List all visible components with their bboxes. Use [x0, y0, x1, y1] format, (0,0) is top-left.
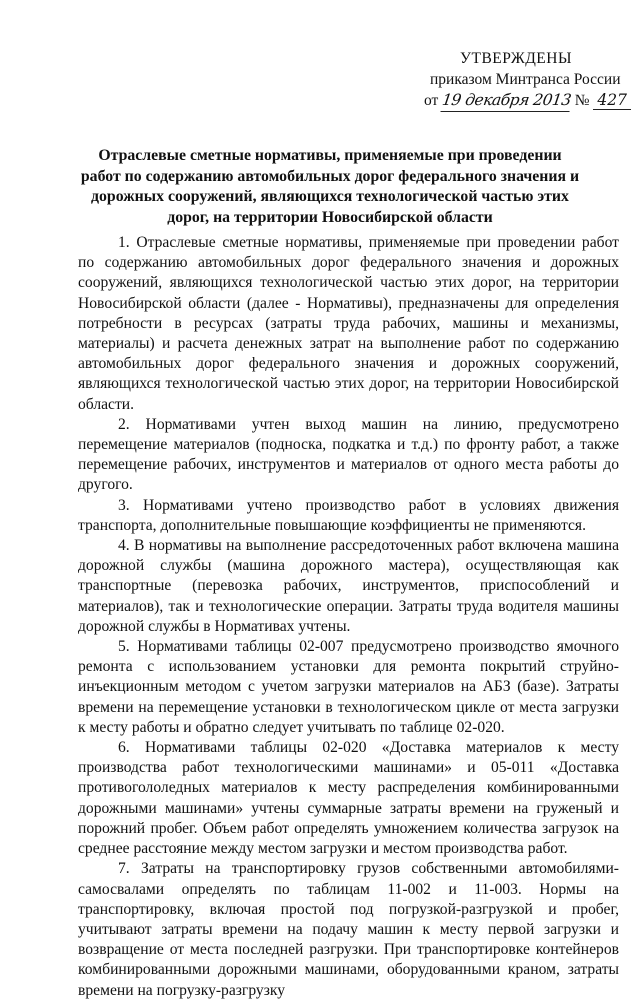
handwritten-date: 19 декабря 2013: [441, 90, 573, 112]
number-sign: №: [574, 92, 590, 109]
document-title: Отраслевые сметные нормативы, применяемые при проведении работ по содержанию автомобильных дорог федерального значения и дорожных сооружений, являющихся технологической частью этих дорог, на территории Новосибирской области: [80, 147, 580, 226]
paragraph-5: 5. Нормативами таблицы 02-007 предусмотрено производство ямочного ремонта с использованием установки для ремонта покрытий струйно-инъекционным методом с учетом загрузки материалов на АБЗ (базе). Затраты времени на перемещение установки в технологическом цикле от места загрузки к месту работы и обратно следует учитывать по таблице 02-020.: [78, 638, 619, 736]
paragraph-4: 4. В нормативы на выполнение рассредоточенных работ включена машина дорожной службы (машина дорожного мастера), осуществляющая как транспортные (перевозка рабочих, инструментов, приспособлений и материалов), так и технологические операции. Затраты труда водителя машины дорожной службы в Нормативах учтены.: [78, 537, 619, 635]
paragraph-7: 7. Затраты на транспортировку грузов собственными автомобилями-самосвалами определять по таблицам 11-002 и 11-003. Нормы на транспортировку, включая простой под погрузкой-разгрузкой и пробег, учитывают затраты времени на подачу машин к месту первой загрузки и возвращение от места последней разгрузки. При транспортировке контейнеров комбинированными дорожными машинами, оборудованными краном, затраты времени на погрузку-разгрузку: [78, 860, 619, 999]
document-body: [78, 233, 619, 1001]
paragraph-3: 3. Нормативами учтено производство работ в условиях движения транспорта, дополнительные повышающие коэффициенты не применяются.: [78, 496, 619, 534]
paragraph-6: 6. Нормативами таблицы 02-020 «Доставка материалов к месту производства работ технологическими машинами» и 05-011 «Доставка противогололедных материалов к месту распределения комбинированными дорожными машинами» учтены суммарные затраты времени на груженый и порожний пробег. Объем работ определять умножением количества загрузок на среднее расстояние между местом загрузки и местом производства работ.: [78, 739, 619, 858]
paragraph-1: 1. Отраслевые сметные нормативы, применяемые при проведении работ по содержанию автомобильных дорог федерального значения и дорожных сооружений, являющихся технологической частью этих дорог, на территории Новосибирской области (далее - Нормативы), предназначены для определения потребности в ресурсах (затраты труда рабочих, машины и механизмы, материалы) и расчета денежных затрат на выполнение работ по содержанию автомобильных дорог федерального значения и дорожных сооружений, являющихся технологической частью этих дорог, на территории Новосибирской области.: [78, 234, 619, 413]
order-date-line: [424, 90, 634, 112]
approval-stamp: [424, 48, 634, 112]
approved-heading: УТВЕРЖДЕНЫ: [460, 50, 572, 67]
handwritten-order-number: 427: [593, 91, 631, 110]
approved-by-order: приказом Минтранса России: [430, 71, 621, 88]
date-prefix: от: [424, 92, 439, 109]
paragraph-2: 2. Нормативами учтен выход машин на линию, предусмотрено перемещение материалов (подноска, подкатка и т.д.) по фронту работ, а также перемещение рабочих, инструментов и материалов от одного места работы до другого.: [78, 415, 619, 494]
